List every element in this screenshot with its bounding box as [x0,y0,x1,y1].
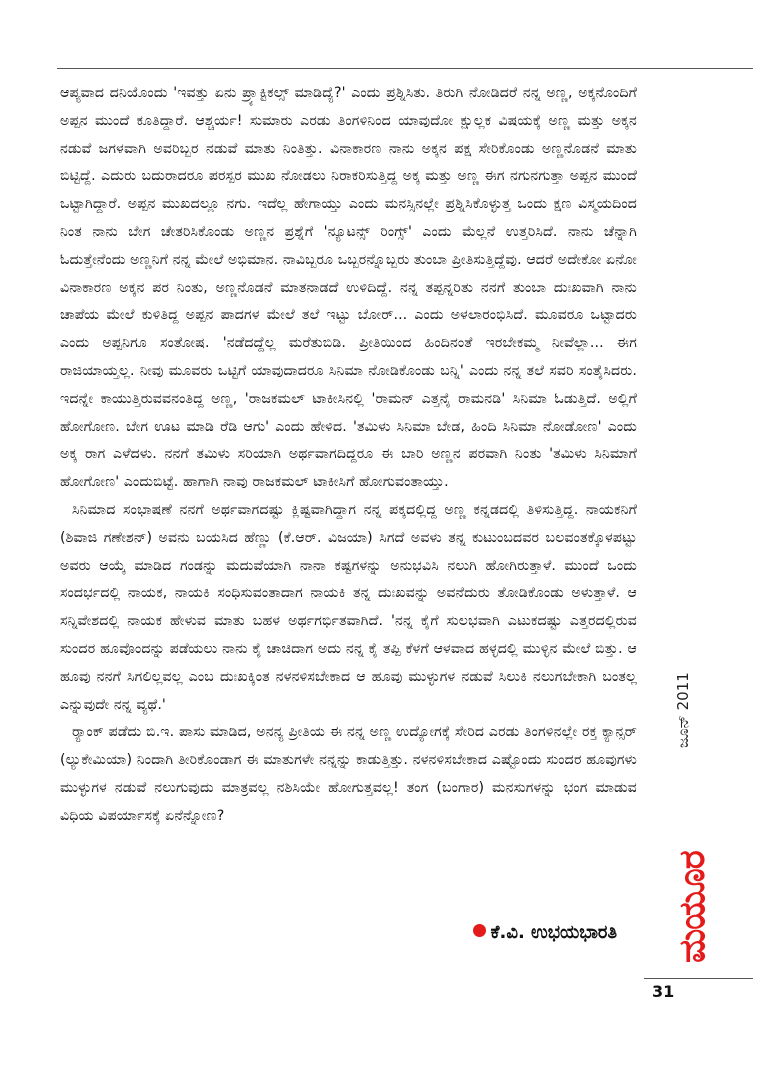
paragraph-3: ರ್‍ಯಾಂಕ್ ಪಡೆದು ಬಿ.ಇ. ಪಾಸು ಮಾಡಿದ, ಅನನ್ಯ ಪ್ರೀತಿಯ ಈ ನನ್ನ ಅಣ್ಣ ಉದ್ಯೋಗಕ್ಕೆ ಸೇರಿದ ಎರಡು ತಿಂಗಳಿನಲ್ಲೇ ರಕ್ತ ಕ್ಯಾನ್ಸರ್ (ಲ್ಯುಕೇಮಿಯಾ) ನಿಂದಾಗಿ ತೀರಿಕೊಂಡಾಗ ಈ ಮಾತುಗಳೇ ನನ್ನನ್ನು ಕಾಡುತ್ತಿತ್ತು. ನಳನಳಿಸಬೇಕಾದ ಎಷ್ಟೊಂದು ಸುಂದರ ಹೂವುಗಳು ಮುಳ್ಳುಗಳ ನಡುವೆ ನಲುಗುವುದು ಮಾತ್ರವಲ್ಲ ನಶಿಸಿಯೇ ಹೋಗುತ್ತವಲ್ಲ! ತಂಗ (ಬಂಗಾರ) ಮನಸುಗಳನ್ನು ಭಂಗ ಮಾಡುವ ವಿಧಿಯ ವಿಪರ್ಯಾಸಕ್ಕೆ ಏನೆನ್ನೋಣ? [60,724,637,824]
bottom-rule [644,978,753,979]
magazine-logo: ಮಯೂರ [672,851,713,963]
article-body [60,80,637,831]
magazine-sidebar [644,672,713,978]
issue-date: ಜೂನ್ 2011 [674,672,692,748]
author-name: ಕೆ.ವಿ. ಉಭಯಭಾರತಿ [490,922,617,943]
author-byline [473,922,617,943]
page-number: 31 [652,982,675,1001]
paragraph-1: ಆಪ್ಯವಾದ ದನಿಯೊಂದು 'ಇವತ್ತು ಏನು ಪ್ರ್ಯಾಕ್ಟಿಕಲ್ಸ್ ಮಾಡಿದ್ಯೆ?' ಎಂದು ಪ್ರಶ್ನಿಸಿತು. ತಿರುಗಿ ನೋಡಿದರೆ ನನ್ನ ಅಣ್ಣ, ಅಕ್ಕನೊಂದಿಗೆ ಅಪ್ಪನ ಮುಂದೆ ಕೂತಿದ್ದಾರೆ. ಆಶ್ಚರ್ಯ! ಸುಮಾರು ಎರಡು ತಿಂಗಳಿನಿಂದ ಯಾವುದೋ ಕ್ಷುಲ್ಲಕ ವಿಷಯಕ್ಕೆ ಅಣ್ಣ ಮತ್ತು ಅಕ್ಕನ ನಡುವೆ ಜಗಳವಾಗಿ ಅವರಿಬ್ಬರ ನಡುವೆ ಮಾತು ನಿಂತಿತ್ತು. ವಿನಾಕಾರಣ ನಾನು ಅಕ್ಕನ ಪಕ್ಷ ಸೇರಿಕೊಂಡು ಅಣ್ಣನೊಡನೆ ಮಾತು ಬಿಟ್ಟಿದ್ದೆ. ಎದುರು ಬದುರಾದರೂ ಪರಸ್ಪರ ಮುಖ ನೋಡಲು ನಿರಾಕರಿಸುತ್ತಿದ್ದ ಅಕ್ಕ ಮತ್ತು ಅಣ್ಣ ಈಗ ನಗುನಗುತ್ತಾ ಅಪ್ಪನ ಮುಂದೆ ಒಟ್ಟಾಗಿದ್ದಾರೆ. ಅಪ್ಪನ ಮುಖದಲ್ಲೂ ನಗು. ಇದೆಲ್ಲ ಹೇಗಾಯ್ತು ಎಂದು ಮನಸ್ಸಿನಲ್ಲೇ ಪ್ರಶ್ನಿಸಿಕೊಳ್ಳುತ್ತ ಒಂದು ಕ್ಷಣ ವಿಸ್ಮಯದಿಂದ ನಿಂತ ನಾನು ಬೇಗ ಚೇತರಿಸಿಕೊಂಡು ಅಣ್ಣನ ಪ್ರಶ್ನೆಗೆ 'ನ್ಯೂಟನ್ಸ್ ರಿಂಗ್ಸ್' ಎಂದು ಮೆಲ್ಲನೆ ಉತ್ತರಿಸಿದೆ. ನಾನು ಚೆನ್ನಾಗಿ ಓದುತ್ತೇನೆಂದು ಅಣ್ಣನಿಗೆ ನನ್ನ ಮೇಲೆ ಅಭಿಮಾನ. ನಾವಿಬ್ಬರೂ ಒಬ್ಬರನ್ನೊಬ್ಬರು ತುಂಬಾ ಪ್ರೀತಿಸುತ್ತಿದ್ದೆವು. ಆದರೆ ಅದೇಕೋ ಏನೋ ವಿನಾಕಾರಣ ಅಕ್ಕನ ಪರ ನಿಂತು, ಅಣ್ಣನೊಡನೆ ಮಾತನಾಡದೆ ಉಳಿದಿದ್ದೆ. ನನ್ನ ತಪ್ಪನ್ನರಿತು ನನಗೆ ತುಂಬಾ ದುಃಖವಾಗಿ ನಾನು ಚಾಪೆಯ ಮೇಲೆ ಕುಳಿತಿದ್ದ ಅಪ್ಪನ ಪಾದಗಳ ಮೇಲೆ ತಲೆ ಇಟ್ಟು ಬೋರ್... ಎಂದು ಅಳಲಾರಂಭಿಸಿದೆ. ಮೂವರೂ ಒಟ್ಟಾದರು ಎಂದು ಅಪ್ಪನಿಗೂ ಸಂತೋಷ. 'ನಡೆದದ್ದೆಲ್ಲ ಮರೆತುಬಿಡಿ. ಪ್ರೀತಿಯಿಂದ ಹಿಂದಿನಂತೆ ಇರಬೇಕಮ್ಮ ನೀವೆಲ್ಲಾ... ಈಗ ರಾಜಿಯಾಯ್ತಲ್ಲ. ನೀವು ಮೂವರು ಒಟ್ಟಿಗೆ ಯಾವುದಾದರೂ ಸಿನಿಮಾ ನೋಡಿಕೊಂಡು ಬನ್ನಿ' ಎಂದು ನನ್ನ ತಲೆ ಸವರಿ ಸಂತೈಸಿದರು. ಇದನ್ನೇ ಕಾಯುತ್ತಿರುವವನಂತಿದ್ದ ಅಣ್ಣ, 'ರಾಜಕಮಲ್ ಟಾಕೀಸಿನಲ್ಲಿ 'ರಾಮನ್ ಎತ್ತನೈ ರಾಮನಡಿ' ಸಿನಿಮಾ ಓಡುತ್ತಿದೆ. ಅಲ್ಲಿಗೆ ಹೋಗೋಣ. ಬೇಗ ಊಟ ಮಾಡಿ ರೆಡಿ ಆಗು' ಎಂದು ಹೇಳಿದ. 'ತಮಿಳು ಸಿನಿಮಾ ಬೇಡ, ಹಿಂದಿ ಸಿನಿಮಾ ನೋಡೋಣ' ಎಂದು ಅಕ್ಕ ರಾಗ ಎಳೆದಳು. ನನಗೆ ತಮಿಳು ಸರಿಯಾಗಿ ಅರ್ಥವಾಗದಿದ್ದರೂ ಈ ಬಾರಿ ಅಣ್ಣನ ಪರವಾಗಿ ನಿಂತು 'ತಮಿಳು ಸಿನಿಮಾಗೆ ಹೋಗೋಣ' ಎಂದುಬಿಟ್ಟೆ. ಹಾಗಾಗಿ ನಾವು ರಾಜಕಮಲ್ ಟಾಕೀಸಿಗೆ ಹೋಗುವಂತಾಯ್ತು. [60,85,637,491]
bullet-dot-icon [473,924,486,937]
top-rule [57,68,753,69]
paragraph-2: ಸಿನಿಮಾದ ಸಂಭಾಷಣೆ ನನಗೆ ಅರ್ಥವಾಗದಷ್ಟು ಕ್ಲಿಷ್ಟವಾಗಿದ್ದಾಗ ನನ್ನ ಪಕ್ಕದಲ್ಲಿದ್ದ ಅಣ್ಣ ಕನ್ನಡದಲ್ಲಿ ತಿಳಿಸುತ್ತಿದ್ದ. ನಾಯಕನಿಗೆ (ಶಿವಾಜಿ ಗಣೇಶನ್) ಅವನು ಬಯಸಿದ ಹೆಣ್ಣು (ಕೆ.ಆರ್. ವಿಜಯಾ) ಸಿಗದೆ ಅವಳು ತನ್ನ ಕುಟುಂಬದವರ ಬಲವಂತಕ್ಕೊಳಪಟ್ಟು ಅವರು ಆಯ್ಕೆ ಮಾಡಿದ ಗಂಡನ್ನು ಮದುವೆಯಾಗಿ ನಾನಾ ಕಷ್ಟಗಳನ್ನು ಅನುಭವಿಸಿ ನಲುಗಿ ಹೋಗಿರುತ್ತಾಳೆ. ಮುಂದೆ ಒಂದು ಸಂದರ್ಭದಲ್ಲಿ ನಾಯಕ, ನಾಯಕಿ ಸಂಧಿಸುವಂತಾದಾಗ ನಾಯಕಿ ತನ್ನ ದುಃಖವನ್ನು ಅವನೆದುರು ತೋಡಿಕೊಂಡು ಅಳುತ್ತಾಳೆ. ಆ ಸನ್ನಿವೇಶದಲ್ಲಿ ನಾಯಕ ಹೇಳುವ ಮಾತು ಬಹಳ ಅರ್ಥಗರ್ಭಿತವಾಗಿದೆ. 'ನನ್ನ ಕೈಗೆ ಸುಲಭವಾಗಿ ಎಟುಕದಷ್ಟು ಎತ್ತರದಲ್ಲಿರುವ ಸುಂದರ ಹೂವೊಂದನ್ನು ಪಡೆಯಲು ನಾನು ಕೈ ಚಾಚಿದಾಗ ಅದು ನನ್ನ ಕೈ ತಪ್ಪಿ ಕೆಳಗೆ ಆಳವಾದ ಹಳ್ಳದಲ್ಲಿ ಮುಳ್ಳಿನ ಮೇಲೆ ಬಿತ್ತು. ಆ ಹೂವು ನನಗೆ ಸಿಗಲಿಲ್ಲವಲ್ಲ ಎಂಬ ದುಃಖಕ್ಕಿಂತ ನಳನಳಿಸಬೇಕಾದ ಆ ಹೂವು ಮುಳ್ಳುಗಳ ನಡುವೆ ಸಿಲುಕಿ ನಲುಗಬೇಕಾಗಿ ಬಂತಲ್ಲ ಎನ್ನುವುದೇ ನನ್ನ ವ್ಯಥೆ.' [60,501,637,713]
